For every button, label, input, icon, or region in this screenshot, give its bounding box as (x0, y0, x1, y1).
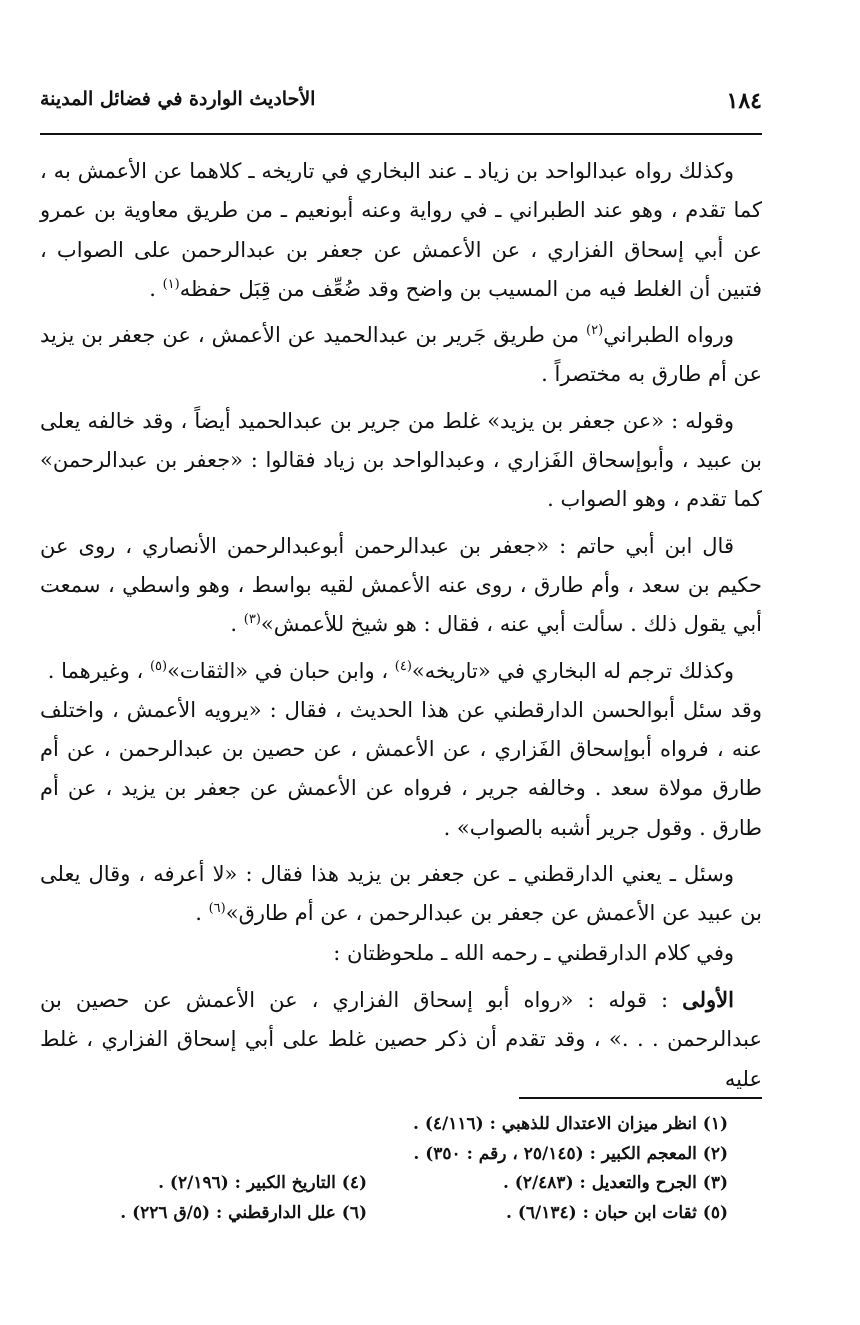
paragraph-text: ورواه الطبراني (603, 323, 734, 348)
paragraph-text: وقوله : «عن جعفر بن يزيد» غلط من جرير بن عبدالحميد أيضاً ، وقد خالفه يعلى بن عبيد ، وأبوإسحاق الفَزاري ، وعبدالواحد بن زياد فقالوا : «جعفر بن عبدالرحمن» كما تقدم ، وهو الصواب . (40, 408, 762, 512)
page-header (40, 80, 762, 120)
footnote-ref-6: (٦) (208, 901, 226, 917)
footnote-5: (٥) ثقات ابن حبان : (٦/١٣٤) . (506, 1202, 728, 1223)
paragraph-5 (40, 652, 762, 691)
footnote-ref-4: (٤) (394, 658, 412, 674)
footnote-row (40, 1169, 762, 1199)
paragraph-end: . (230, 612, 244, 637)
paragraph-6 (40, 691, 762, 848)
paragraph-end: . (149, 276, 163, 301)
paragraph-4 (40, 527, 762, 645)
footnote-ref-5: (٥) (149, 658, 168, 674)
paragraph-text: وكذلك رواه عبدالواحد بن زياد ـ عند البخاري في تاريخه ـ كلاهما عن الأعمش به ، كما تقدم ، وهو عند الطبراني ـ في رواية وعنه أبونعيم ـ من طريق معاوية بن عمرو عن أبي إسحاق الفزاري ، عن الأعمش عن جعفر بن عبدالرحمن على الصواب ، فتبين أن الغلط فيه من المسيب بن واضح وقد ضُعِّف من قِبَل حفظه (40, 159, 762, 301)
footnote-divider (519, 1097, 762, 1099)
paragraph-8 (40, 934, 762, 973)
paragraph-end: . (195, 901, 209, 926)
footnote-ref-2: (٢) (586, 323, 604, 339)
paragraph-end: ، وغيرهما . (47, 658, 150, 683)
footnote-3: (٣) الجرح والتعديل : (٢/٤٨٣) . (502, 1173, 728, 1193)
page-number: ١٨٤ (726, 88, 762, 114)
footnote-row (40, 1199, 762, 1229)
paragraph-text: وقد سئل أبوالحسن الدارقطني عن هذا الحديث ، فقال : «يرويه الأعمش ، واختلف عنه ، فرواه أبوإسحاق الفَزاري ، عن الأعمش ، عن حصين بن عبدالرحمن ، عن أم طارق مولاة سعد . وخالفه جرير ، فرواه عن الأعمش عن جعفر بن يزيد ، عن أم طارق . وقول جرير أشبه بالصواب» . (40, 697, 762, 840)
paragraph-1 (40, 152, 762, 309)
paragraph-text: وفي كلام الدارقطني ـ رحمه الله ـ ملحوظتان : (333, 940, 734, 965)
footnote-6: (٦) علل الدارقطني : (٥/ق ٢٢٦) . (120, 1202, 367, 1223)
header-divider (40, 133, 762, 135)
footnotes (40, 1110, 762, 1228)
paragraph-lead: الأولى (682, 986, 734, 1012)
main-text (40, 152, 762, 1106)
footnote-4: (٤) التاريخ الكبير : (٢/١٩٦) . (158, 1173, 367, 1193)
paragraph-text: : قوله : «رواه أبو إسحاق الفزاري ، عن الأعمش عن حصين بن عبدالرحمن . . .» ، وقد تقدم أن ذكر حصين غلط على أبي إسحاق الفزاري ، غلط عليه (40, 987, 762, 1091)
paragraph-text: وسئل ـ يعني الدارقطني ـ عن جعفر بن يزيد هذا فقال : «لا أعرفه ، وقال يعلى بن عبيد عن الأعمش عن جعفر بن عبدالرحمن ، عن أم طارق» (40, 862, 762, 926)
paragraph-text: من طريق جَرير بن عبدالحميد عن الأعمش ، عن جعفر بن يزيد عن أم طارق به مختصراً . (40, 323, 762, 387)
footnote-1: (١) انظر ميزان الاعتدال للذهبي : (٤/١١٦) . (413, 1114, 728, 1134)
paragraph-3 (40, 402, 762, 520)
paragraph-7 (40, 855, 762, 934)
paragraph-text: وكذلك ترجم له البخاري في «تاريخه» (411, 658, 734, 683)
footnote-2: (٢) المعجم الكبير : (٢٥/١٤٥ ، رقم : ٣٥٠) . (413, 1143, 728, 1164)
footnote-ref-1: (١) (162, 276, 180, 292)
footnote-ref-3: (٣) (243, 612, 261, 628)
paragraph-9 (40, 980, 762, 1099)
paragraph-text: قال ابن أبي حاتم : «جعفر بن عبدالرحمن أبوعبدالرحمن الأنصاري ، روى عن حكيم بن سعد ، وأم طارق ، روى عنه الأعمش لقيه بواسط ، وهو واسطي ، سمعت أبي يقول ذلك . سألت أبي عنه ، فقال : هو شيخ للأعمش» (40, 533, 762, 637)
running-title: الأحاديث الواردة في فضائل المدينة (40, 88, 316, 110)
paragraph-text: ، وابن حبان في «الثقات» (167, 658, 395, 683)
paragraph-2 (40, 316, 762, 395)
